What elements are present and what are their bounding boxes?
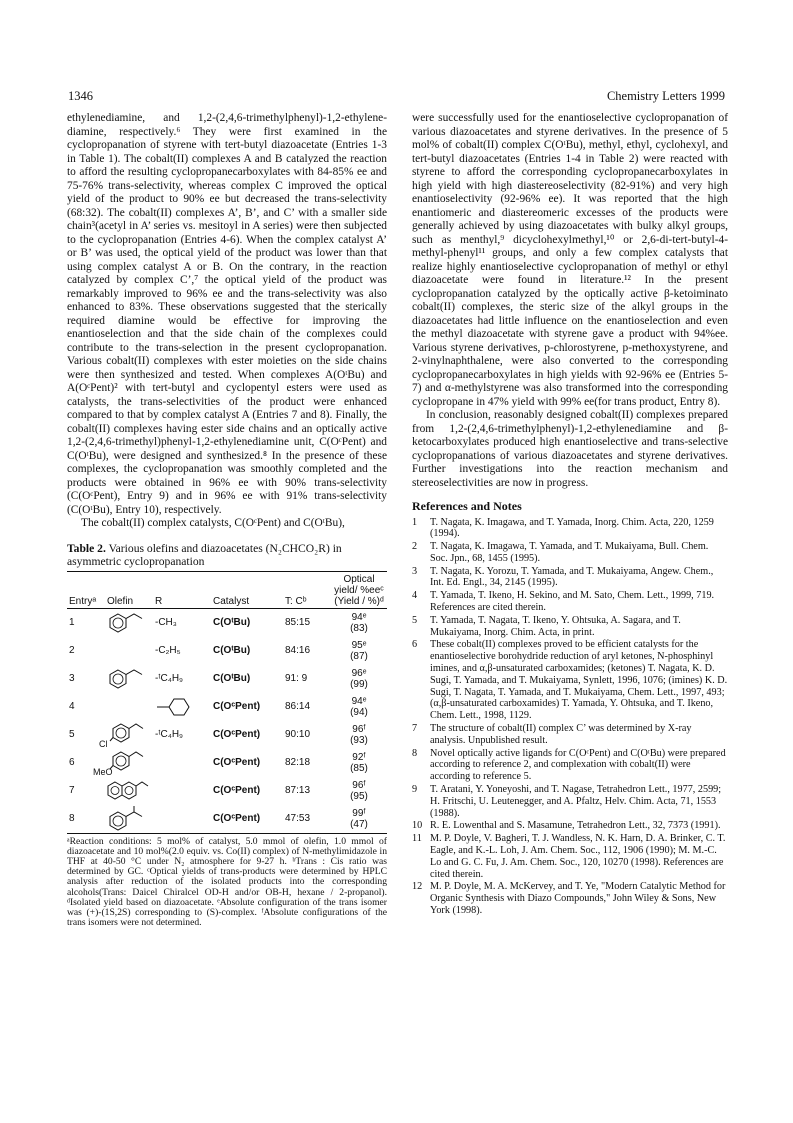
- cell-yield: [331, 693, 387, 721]
- cell-r: -CH₃: [155, 617, 177, 628]
- references-heading: References and Notes: [412, 499, 522, 513]
- yield-value: (99): [350, 678, 368, 690]
- cell-entry: 5: [69, 729, 75, 740]
- cell-yield: [331, 637, 387, 665]
- reference-number: 12: [412, 881, 423, 893]
- results-table: [67, 571, 387, 834]
- cell-tc: 82:18: [285, 757, 311, 768]
- table-row: [67, 665, 387, 693]
- reference-item: [412, 590, 728, 614]
- table-row: [67, 805, 387, 834]
- cell-yield: [331, 665, 387, 693]
- cell-olefin: [105, 637, 153, 665]
- ee-value: 95ᵉ: [351, 639, 367, 651]
- p-chlorostyrene-structure: [99, 721, 153, 749]
- reference-number: 8: [412, 747, 418, 759]
- cell-entry: 2: [69, 645, 75, 656]
- cell-olefin: [105, 693, 153, 721]
- reference-text: M. P. Doyle, M. A. McKervey, and T. Ye, "Modern Catalytic Method for Organic Synthesis with Diazo Compounds," John Wiley & Sons, New York (1998).: [430, 881, 726, 916]
- ee-value: 96ᶠ: [352, 723, 366, 735]
- ee-value: 96ᵉ: [351, 667, 367, 679]
- header-yield: Optical yield/ %eeᶜ (Yield / %)ᵈ: [331, 571, 387, 608]
- table-row: [67, 777, 387, 805]
- cell-r: [153, 805, 211, 834]
- reference-item: [412, 615, 728, 639]
- body-paragraph: The cobalt(II) complex catalysts, C(OᶜPent) and C(OᵗBu),: [81, 517, 345, 529]
- cell-entry: 1: [69, 617, 75, 628]
- cyclohexyl-structure: [153, 693, 211, 721]
- chloro-label: Cl: [99, 738, 108, 749]
- reference-text: The structure of cobalt(II) complex C’ was determined by X-ray analysis. Unpublished result.: [430, 723, 692, 746]
- ee-value: 94ᵉ: [351, 695, 367, 707]
- reference-number: 9: [412, 784, 418, 796]
- cell-yield: [331, 721, 387, 749]
- ee-value: 94ᵉ: [351, 611, 367, 623]
- yield-value: (85): [350, 762, 368, 774]
- reference-number: 3: [412, 565, 418, 577]
- header-catalyst: Catalyst: [211, 571, 283, 608]
- vinylnaphthalene-structure: [105, 777, 153, 805]
- ee-value: 96ᶠ: [352, 779, 366, 791]
- cell-yield: [331, 608, 387, 637]
- cell-r: -ᵗC₄H₉: [155, 729, 184, 740]
- reference-text: T. Nagata, K. Imagawa, T. Yamada, and T. Mukaiyama, Bull. Chem. Soc. Jpn., 68, 1455 (1995).: [430, 541, 709, 564]
- cell-tc: 86:14: [285, 701, 311, 712]
- ee-value: 99ᶠ: [352, 807, 366, 819]
- cell-catalyst: C(OᶜPent): [211, 805, 283, 834]
- cell-tc: 87:13: [285, 785, 311, 796]
- reference-item: [412, 748, 728, 783]
- cell-r: [153, 749, 211, 777]
- table-caption: [67, 542, 387, 568]
- table-label: Table 2.: [67, 541, 106, 555]
- yield-value: (93): [350, 734, 368, 746]
- p-methoxystyrene-structure: [93, 749, 153, 777]
- body-paragraph: In conclusion, reasonably designed cobalt(II) complexes prepared from 1,2-(2,4,6-trimethylphenyl)-1,2-ethylenediamine and β-ketocarboxylates produced high enantioselective and trans-selective cyclopropanations of various diazoacetates and styrene derivatives. Further investigations into the reaction mechanism and stereoselectivities are now in progress.: [412, 409, 728, 489]
- left-column: [67, 112, 387, 928]
- reference-number: 10: [412, 820, 423, 832]
- reference-item: [412, 541, 728, 565]
- table-row: [67, 693, 387, 721]
- reference-number: 4: [412, 590, 418, 602]
- reference-text: These cobalt(II) complexes proved to be efficient catalysts for the enantioselective borohydride reduction of aryl ketones, N-phosphinyl imines, and α,β-unsaturated carboxamides; (ketones) T. Nagata, K. D. Sugi, T. Yamada, and T. Mukaiyama, Synlett, 1996, 1076; (imines) K. D. Sugi, T. Nagata, T. Yamada, and T. Mukaiyama, Chem. Lett., 1997, 493; (α,β-unsaturated carboxamides) T. Yamada, Y. Ohtsuka, and T. Ikeno, Chem. Lett., 1998, 1129.: [430, 639, 728, 722]
- table-row: [67, 749, 387, 777]
- reference-item: [412, 566, 728, 590]
- cell-entry: 4: [69, 701, 75, 712]
- yield-value: (47): [350, 818, 368, 830]
- table-row: [67, 637, 387, 665]
- reference-text: T. Yamada, T. Nagata, T. Ikeno, Y. Ohtsuka, A. Sagara, and T. Mukaiyama, Inorg. Chim. Acta, in print.: [430, 614, 681, 638]
- header-r: R: [153, 571, 211, 608]
- reference-item: [412, 517, 728, 541]
- cell-r: -ᵗC₄H₉: [155, 673, 184, 684]
- cell-catalyst: C(OᶜPent): [213, 785, 261, 796]
- page-number: 1346: [68, 89, 93, 103]
- cell-catalyst: C(OᵗBu): [213, 645, 251, 656]
- cell-tc: 84:16: [285, 645, 311, 656]
- body-paragraph: ethylenediamine, and 1,2-(2,4,6-trimethylphenyl)-1,2-ethylene-diamine, respectively.⁶ They were first examined in the cyclopropanation of styrene with tert-butyl diazoacetate (Entries 1-3 in Table 1). The cobalt(II) complexes A and B catalyzed the reaction to afford the resulting cyclopropanecarboxylates with 84-85% ee and 75-76% trans-selectivity, whereas complex C improved the optical yield of the product to 90% ee but decreased the trans-selectivity (68:32). The cobalt(II) complexes A’, B’, and C’ with a smaller side chain³(acetyl in A’ series vs. mesitoyl in A series) were then subjected to the cyclopropanation (Entries 4-6). When the complex catalyst A’ or B’ was used, the optical yield of the product was lower than that using complex catalyst A or B. On the contrary, in the reaction catalyzed by complex C’,⁷ the optical yield of the product was remarkably improved to 96% ee and the trans-selectivity was also enhanced to 83%. These observations suggested that the sterically required diamine would be effective for improving the enantioselection and that the side chain of the complexes could contribute to the trans-selection in the present cyclopropanation. Various cobalt(II) complexes with ester moieties on the side chains were then synthesized and tested. When complexes A(OᵗBu) and A(OᶜPent)² with tert-butyl and cyclopentyl esters were used as catalysts, the trans-selectivities of the product were enhanced compared to that by complex catalyst A (Entries 7 and 8). Finally, the cobalt(II) complexes having ester side chains and an optically active 1,2-(2,4,6-trimethyl)phenyl-1,2-ethylenediamine unit, C(OᶜPent) and C(OᵗBu), were designed and synthesized.⁸ In the presence of these complexes, the cyclopropanation was smoothly completed and the products were obtained in 96% ee with 90% trans-selectivity (C(OᶜPent), Entry 9) and in 96% ee with 91% trans-selectivity (C(OᵗBu), Entry 10), respectively.: [67, 112, 387, 516]
- cell-entry: 3: [69, 673, 75, 684]
- cell-tc: 91: 9: [285, 673, 308, 684]
- reference-item: [412, 881, 728, 916]
- cell-entry: 8: [67, 805, 105, 834]
- journal-header: Chemistry Letters 1999: [606, 89, 725, 103]
- reference-text: R. E. Lowenthal and S. Masamune, Tetrahedron Lett., 32, 7373 (1991).: [430, 820, 721, 832]
- reference-text: T. Aratani, Y. Yoneyoshi, and T. Nagase, Tetrahedron Lett., 1977, 2599; H. Fritschi, U. Leutenegger, and A. Pfaltz, Helv. Chim. Acta, 71, 1553 (1988).: [430, 784, 722, 819]
- header-entry: Entryᵃ: [67, 571, 105, 608]
- cell-catalyst: C(OᶜPent): [213, 701, 261, 712]
- cell-tc: 85:15: [285, 617, 311, 628]
- table-row: [67, 721, 387, 749]
- cell-yield: [331, 749, 387, 777]
- header-olefin: Olefin: [105, 571, 153, 608]
- yield-value: (83): [350, 622, 368, 634]
- reference-number: 1: [412, 516, 418, 528]
- cell-entry: 7: [69, 785, 75, 796]
- cell-tc: 90:10: [285, 729, 311, 740]
- yield-value: (94): [350, 706, 368, 718]
- cell-r: [153, 777, 211, 805]
- reference-number: 7: [412, 723, 418, 735]
- reference-text: Novel optically active ligands for C(OᶜPent) and C(OᵗBu) were prepared according to reference 2, and complexation with cobalt(II) were according to reference 5.: [430, 747, 726, 783]
- ee-value: 92ᶠ: [352, 751, 366, 763]
- cell-catalyst: C(OᶜPent): [213, 757, 261, 768]
- cell-yield: [331, 777, 387, 805]
- reference-item: [412, 639, 728, 722]
- yield-value: (95): [350, 790, 368, 802]
- reference-item: [412, 833, 728, 880]
- reference-item: [412, 784, 728, 819]
- reference-text: T. Yamada, T. Ikeno, H. Sekino, and M. Sato, Chem. Lett., 1999, 719. References are cited therein.: [430, 590, 715, 614]
- reference-number: 2: [412, 541, 418, 553]
- references-list: [412, 517, 728, 917]
- reference-number: 6: [412, 639, 418, 651]
- cell-entry: 6: [69, 757, 75, 768]
- table-row: [67, 608, 387, 637]
- reference-text: M. P. Doyle, V. Bagheri, T. J. Wandless, N. K. Harn, D. A. Brinker, C. T. Eagle, and K.-L. Loh, J. Am. Chem. Soc., 112, 1906 (1990); M. M.-C. Lo and G. C. Fu, J. Am. Chem. Soc., 120, 10270 (1998). References are cited therein.: [430, 833, 726, 880]
- reference-text: T. Nagata, K. Yorozu, T. Yamada, and T. Mukaiyama, Angew. Chem., Int. Ed. Engl., 34, 2145 (1995).: [430, 565, 714, 589]
- reference-number: 5: [412, 614, 418, 626]
- reference-text: T. Nagata, K. Imagawa, and T. Yamada, Inorg. Chim. Acta, 220, 1259 (1994).: [430, 516, 714, 540]
- cell-r: -C₂H₅: [155, 645, 181, 656]
- right-column: [412, 112, 728, 918]
- cell-tc: 47:53: [283, 805, 331, 834]
- reference-item: [412, 723, 728, 747]
- cell-catalyst: C(OᵗBu): [213, 617, 251, 628]
- table-caption-text: Various olefins and diazoacetates (N₂CHCO₂R) in asymmetric cyclopropanation: [67, 541, 342, 568]
- body-paragraph: were successfully used for the enantioselective cyclopropanation of various diazoacetates and styrene derivatives. In the presence of 5 mol% of cobalt(II) complex C(OᵗBu), methyl, ethyl, cyclohexyl, and tert-butyl diazoacetates (Entries 1-4 in Table 2) were reacted with styrene to afford the corresponding cyclopropanecarboxylates in high yield with high diastereoselectivity (82-91%) and very high enantioselectivity (92-96% ee). It was reported that the high enantiomeric and diastereomeric excesses of the products were generally achieved by using diazoacetates with bulky alkyl groups, such as menthyl,⁹ dicyclohexylmethyl,¹⁰ or 2,6-di-tert-butyl-4-methyl-phenyl¹¹ groups, and only a few complex catalysts that realize highly enantioselective cyclopropanation of methyl or ethyl diazoacetate were found in literature.¹² In the present cyclopropanation catalyzed by the optically active β-ketoiminato cobalt(II) complexes, the steric size of the alkyl groups in the diazoacetates had little influence on the enantioselection and even the methyl diazoacetate with styrene gave a product with 94%ee. Various styrene derivatives, p-chlorostyrene, p-methoxystyrene, and 2-vinylnaphthalene, were also converted to the corresponding cyclopropanecarboxylates in high yields with 92-96% ee (Entries 5-7) and α-methylstyrene was also transformed into the corresponding cyclopropane in 47% yield with 99% ee(for trans product, Entry 8).: [412, 112, 728, 408]
- cell-catalyst: C(OᵗBu): [213, 673, 251, 684]
- methoxy-label: MeO: [93, 766, 113, 777]
- header-tc: T: Cᵇ: [283, 571, 331, 608]
- table-footnote: ᵃReaction conditions: 5 mol% of catalyst, 5.0 mmol of olefin, 1.0 mmol of diazoacetate and 10 mol%(2.0 equiv. vs. Co(II) complex) of N-methylimidazole in THF at 40-50 °C under N₂ atmosphere for 9-27 h. ᵇTrans : Cis ratio was determined by GC. ᶜOptical yields of trans-products were determined by HPLC analysis after reduction of the isolated products into the corresponding alcohols(Trans: Daicel Chiralcel OD-H and/or OB-H, hexane / 2-propanol). ᵈIsolated yield based on diazoacetate. ᵉAbsolute configuration of the trans isomer was (+)-(1S,2S) corresponding to (S)-complex. ᶠAbsolute configurations of the trans isomers were not determined.: [67, 835, 387, 929]
- styrene-structure: [105, 608, 153, 637]
- styrene-structure: [105, 665, 153, 693]
- reference-number: 11: [412, 833, 422, 845]
- alpha-methylstyrene-structure: [105, 805, 153, 834]
- yield-value: (87): [350, 650, 368, 662]
- cell-yield: [331, 805, 387, 834]
- reference-item: [412, 820, 728, 832]
- cell-catalyst: C(OᶜPent): [213, 729, 261, 740]
